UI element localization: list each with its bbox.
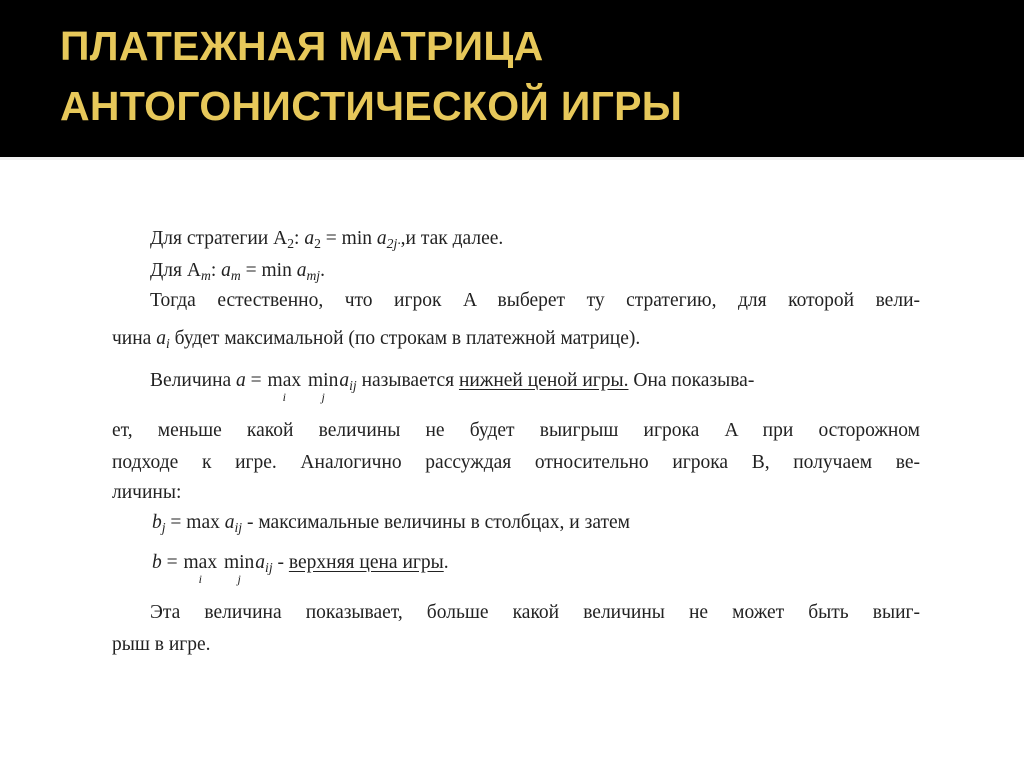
paragraph-3-line-1: ет, меньше какой величины не будет выигрыш игрока A при осторожном: [112, 420, 920, 441]
formula-column-max: $b_j = \max a_{ij}$ - максимальные величины в столбцах, и затем: [152, 512, 630, 536]
term-lower-price: нижней ценой игры.: [458, 370, 629, 391]
paragraph-1-line-2: чина $a_i$ будет максимальной (по строкам в платежной матрице).: [112, 328, 641, 352]
text-line-strategy-am: Для $A_m$: $a_m = \min a_{mj}$.: [150, 260, 325, 284]
paragraph-1-line-1: Тогда естественно, что игрок A выберет ту стратегию, для которой вели-: [150, 290, 920, 311]
paragraph-4-line-1: Эта величина показывает, больше какой величины не может быть выиг-: [150, 602, 920, 623]
text-line-strategy-a2: Для стратегии $A_2$: $a_2 = \min a_{2j\cdot},и$ так далее.: [150, 228, 504, 252]
paragraph-4-line-2: рыш в игре.: [112, 634, 211, 655]
paragraph-3-line-2: подходе к игре. Аналогично рассуждая относительно игрока B, получаем ве-: [112, 452, 920, 473]
paragraph-3-line-3: личины:: [112, 482, 182, 503]
term-upper-price: верхняя цена игры: [288, 552, 444, 573]
paragraph-2-lower-price: Величина a = max i min j $a_{ij}$ называется нижней ценой игры. Она показыва-: [150, 370, 755, 404]
formula-upper-price: b = max i min j $a_{ij}$ - верхняя цена игры.: [152, 552, 449, 586]
slide-title-line-2: АНТОГОНИСТИЧЕСКОЙ ИГРЫ: [60, 83, 683, 129]
slide-title: [60, 16, 1000, 136]
slide-title-line-1: ПЛАТЕЖНАЯ МАТРИЦА: [60, 23, 544, 69]
